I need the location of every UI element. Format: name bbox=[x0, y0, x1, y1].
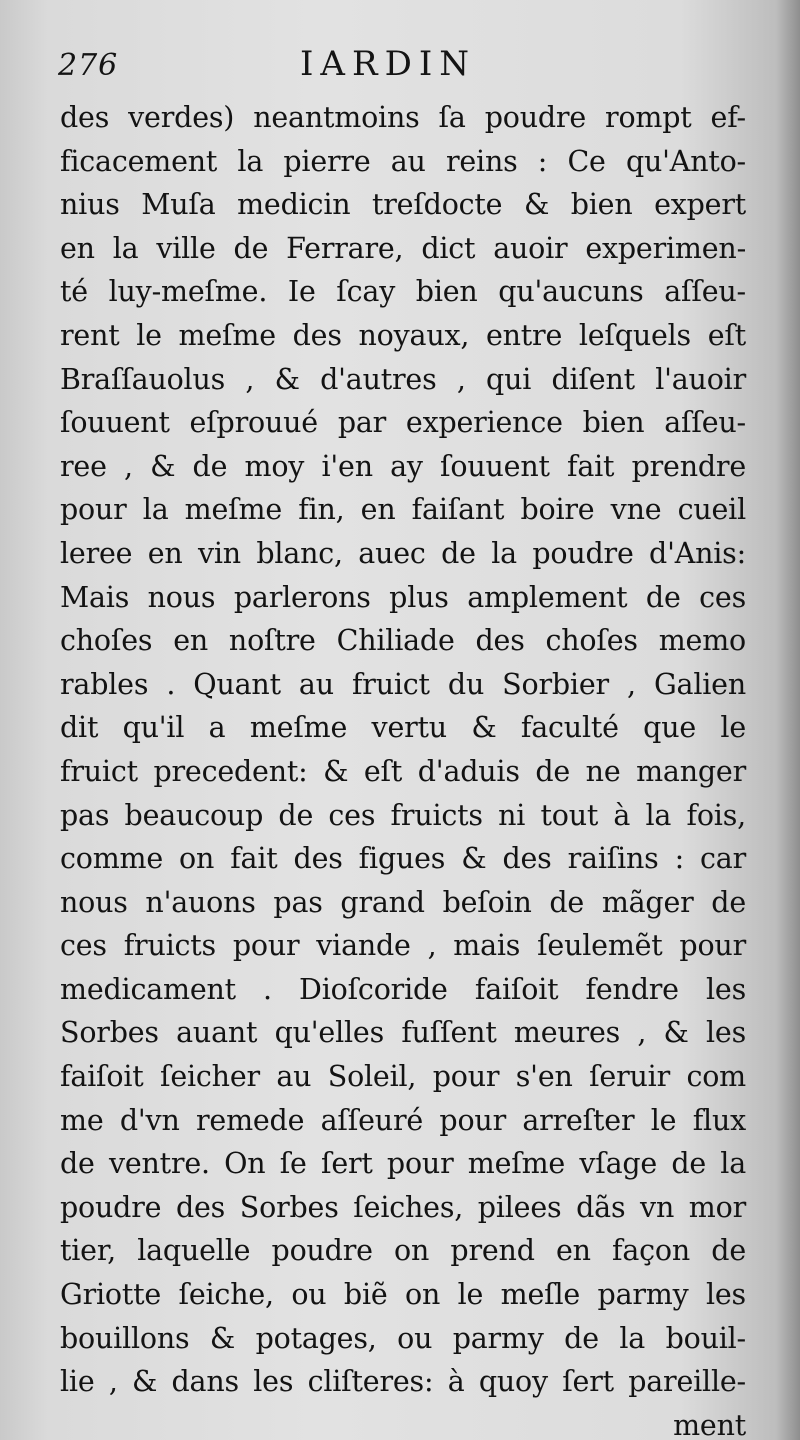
text-line: en la ville de Ferrare, dict auoir experimen- bbox=[60, 231, 746, 265]
text-line: pas beaucoup de ces fruicts ni tout à la fois, bbox=[60, 798, 746, 832]
catchword: ment bbox=[673, 1408, 746, 1440]
text-line: ces fruicts pour viande , mais ſeulemẽt pour bbox=[60, 929, 746, 963]
text-line: bouillons & potages, ou parmy de la bouil- bbox=[60, 1321, 746, 1355]
text-line: faiſoit ſeicher au Soleil, pour s'en ſeruir com bbox=[60, 1060, 746, 1094]
text-line: dit qu'il a meſme vertu & faculté que le bbox=[60, 711, 746, 745]
text-line: leree en vin blanc, auec de la poudre d'Anis: bbox=[60, 536, 746, 570]
text-line: comme on fait des figues & des raiſins : car bbox=[60, 842, 746, 876]
body-text bbox=[60, 96, 746, 1440]
text-line: ficacement la pierre au reins : Ce qu'Anto- bbox=[60, 144, 746, 178]
text-line: Sorbes auant qu'elles fuſſent meures , & les bbox=[60, 1016, 746, 1050]
text-line: me d'vn remede aſſeuré pour arreſter le flux bbox=[60, 1103, 746, 1137]
text-line: nius Muſa medicin treſdocte & bien expert bbox=[60, 188, 746, 222]
text-line: Griotte ſeiche, ou biẽ on le meſle parmy les bbox=[60, 1278, 746, 1312]
text-line: ſouuent eſprouué par experience bien aſſeu- bbox=[60, 406, 746, 440]
text-line: des verdes) neantmoins ſa poudre rompt ef- bbox=[60, 101, 746, 134]
text-line: choſes en noſtre Chiliade des choſes memo bbox=[60, 624, 746, 658]
text-line: rables . Quant au fruict du Sorbier , Galien bbox=[60, 667, 746, 701]
text-line: fruict precedent: & eſt d'aduis de ne manger bbox=[60, 754, 746, 788]
text-line: tier, laquelle poudre on prend en façon de bbox=[60, 1234, 746, 1268]
text-line: medicament . Dioſcoride faiſoit fendre les bbox=[60, 972, 746, 1006]
text-line: ree , & de moy i'en ay ſouuent fait prendre bbox=[60, 449, 746, 483]
text-line: pour la meſme fin, en faiſant boire vne cueil bbox=[60, 493, 746, 527]
text-line: rent le meſme des noyaux, entre leſquels eſt bbox=[60, 318, 746, 352]
text-line: nous n'auons pas grand beſoin de mãger de bbox=[60, 885, 746, 919]
text-line: poudre des Sorbes ſeiches, pilees dãs vn mor bbox=[60, 1190, 746, 1224]
text-line: té luy-meſme. Ie ſcay bien qu'aucuns aſſeu- bbox=[60, 275, 746, 309]
page-number: 276 bbox=[58, 48, 119, 83]
text-line: de ventre. On ſe ſert pour meſme vſage de la bbox=[60, 1147, 746, 1181]
text-line: lie , & dans les cliſteres: à quoy ſert pareille- bbox=[60, 1365, 746, 1399]
page-header bbox=[58, 44, 758, 88]
text-line: Mais nous parlerons plus amplement de ces bbox=[60, 580, 746, 614]
running-title: IARDIN bbox=[300, 44, 477, 84]
text-line: Braſſauolus , & d'autres , qui diſent l'auoir bbox=[60, 362, 746, 396]
